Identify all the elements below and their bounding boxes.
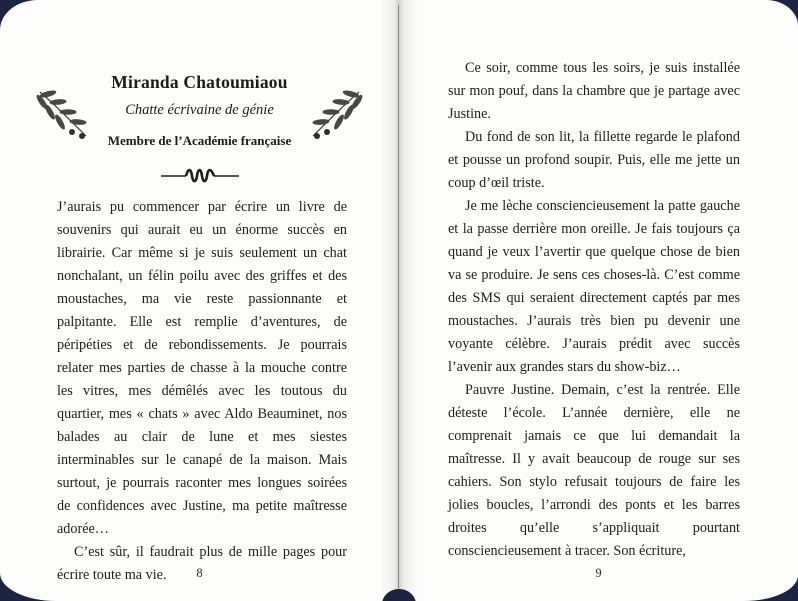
paragraph: C’est sûr, il faudrait plus de mille pages pour écrire toute ma vie. [57, 544, 347, 583]
olive-branch-right-icon [303, 86, 365, 142]
paragraph: Pauvre Justine. Demain, c’est la rentrée. Elle déteste l’école. L’année dernière, elle ne comprenait jamais ce que lui demandait la maîtresse. Il y avait beaucoup de rouge sur ses cahiers. Son stylo refusait toujours de faire les jolies boucles, l’arrondi des ponts et les barres droites qu’elle s’appliquait pourtant consciencieusement à tracer. Son écriture, [448, 382, 740, 559]
squiggle-divider-icon [0, 167, 399, 190]
right-page-text [448, 57, 740, 563]
book-spine [398, 5, 399, 595]
author-subtitle: Chatte écrivaine de génie [125, 102, 274, 118]
author-title: Miranda Chatoumiaou [111, 72, 288, 92]
author-affiliation: Membre de l’Académie française [107, 133, 292, 148]
left-page-text [57, 196, 347, 587]
page-right [399, 0, 798, 601]
paragraph: J’aurais pu commencer par écrire un livre de souvenirs qui aurait eu un énorme succès en librairie. Car même si je suis seulement un chat nonchalant, un félin poilu avec des griffes et des moustaches, ma vie reste passionnante et palpitante. Elle est remplie d’aventures, de péripéties et de rebondissements. Je pourrais relater mes parties de chasse à la mouche contre les vitres, mes démêlés avec les toutous du quartier, mes « chats » avec Aldo Beauminet, nos balades au clair de lune et mes siestes interminables sur le canapé de la maison. Mais surtout, je pourrais raconter mes longues soirées de confidences avec Justine, ma petite maîtresse adorée… [57, 199, 347, 537]
paragraph: Ce soir, comme tous les soirs, je suis installée sur mon pouf, dans la chambre que je partage avec Justine. [448, 60, 740, 122]
page-number-left: 8 [196, 566, 203, 580]
paragraph: Du fond de son lit, la fillette regarde le plafond et pousse un profond soupir. Puis, elle me jette un coup d’œil triste. [448, 129, 740, 191]
page-number-right: 9 [595, 566, 602, 580]
paragraph: Je me lèche consciencieusement la patte gauche et la passe derrière mon oreille. Je fais toujours ça quand je veux l’avertir que quelque chose de bien va se produire. Je sens ces choses-là. C’est comme des SMS qui seraient directement captés par mes moustaches. J’aurais très bien pu devenir une voyante célèbre. J’aurais prédit avec succès l’avenir aux grandes stars du show-biz… [448, 198, 740, 375]
book-spine-shadow [379, 0, 419, 601]
